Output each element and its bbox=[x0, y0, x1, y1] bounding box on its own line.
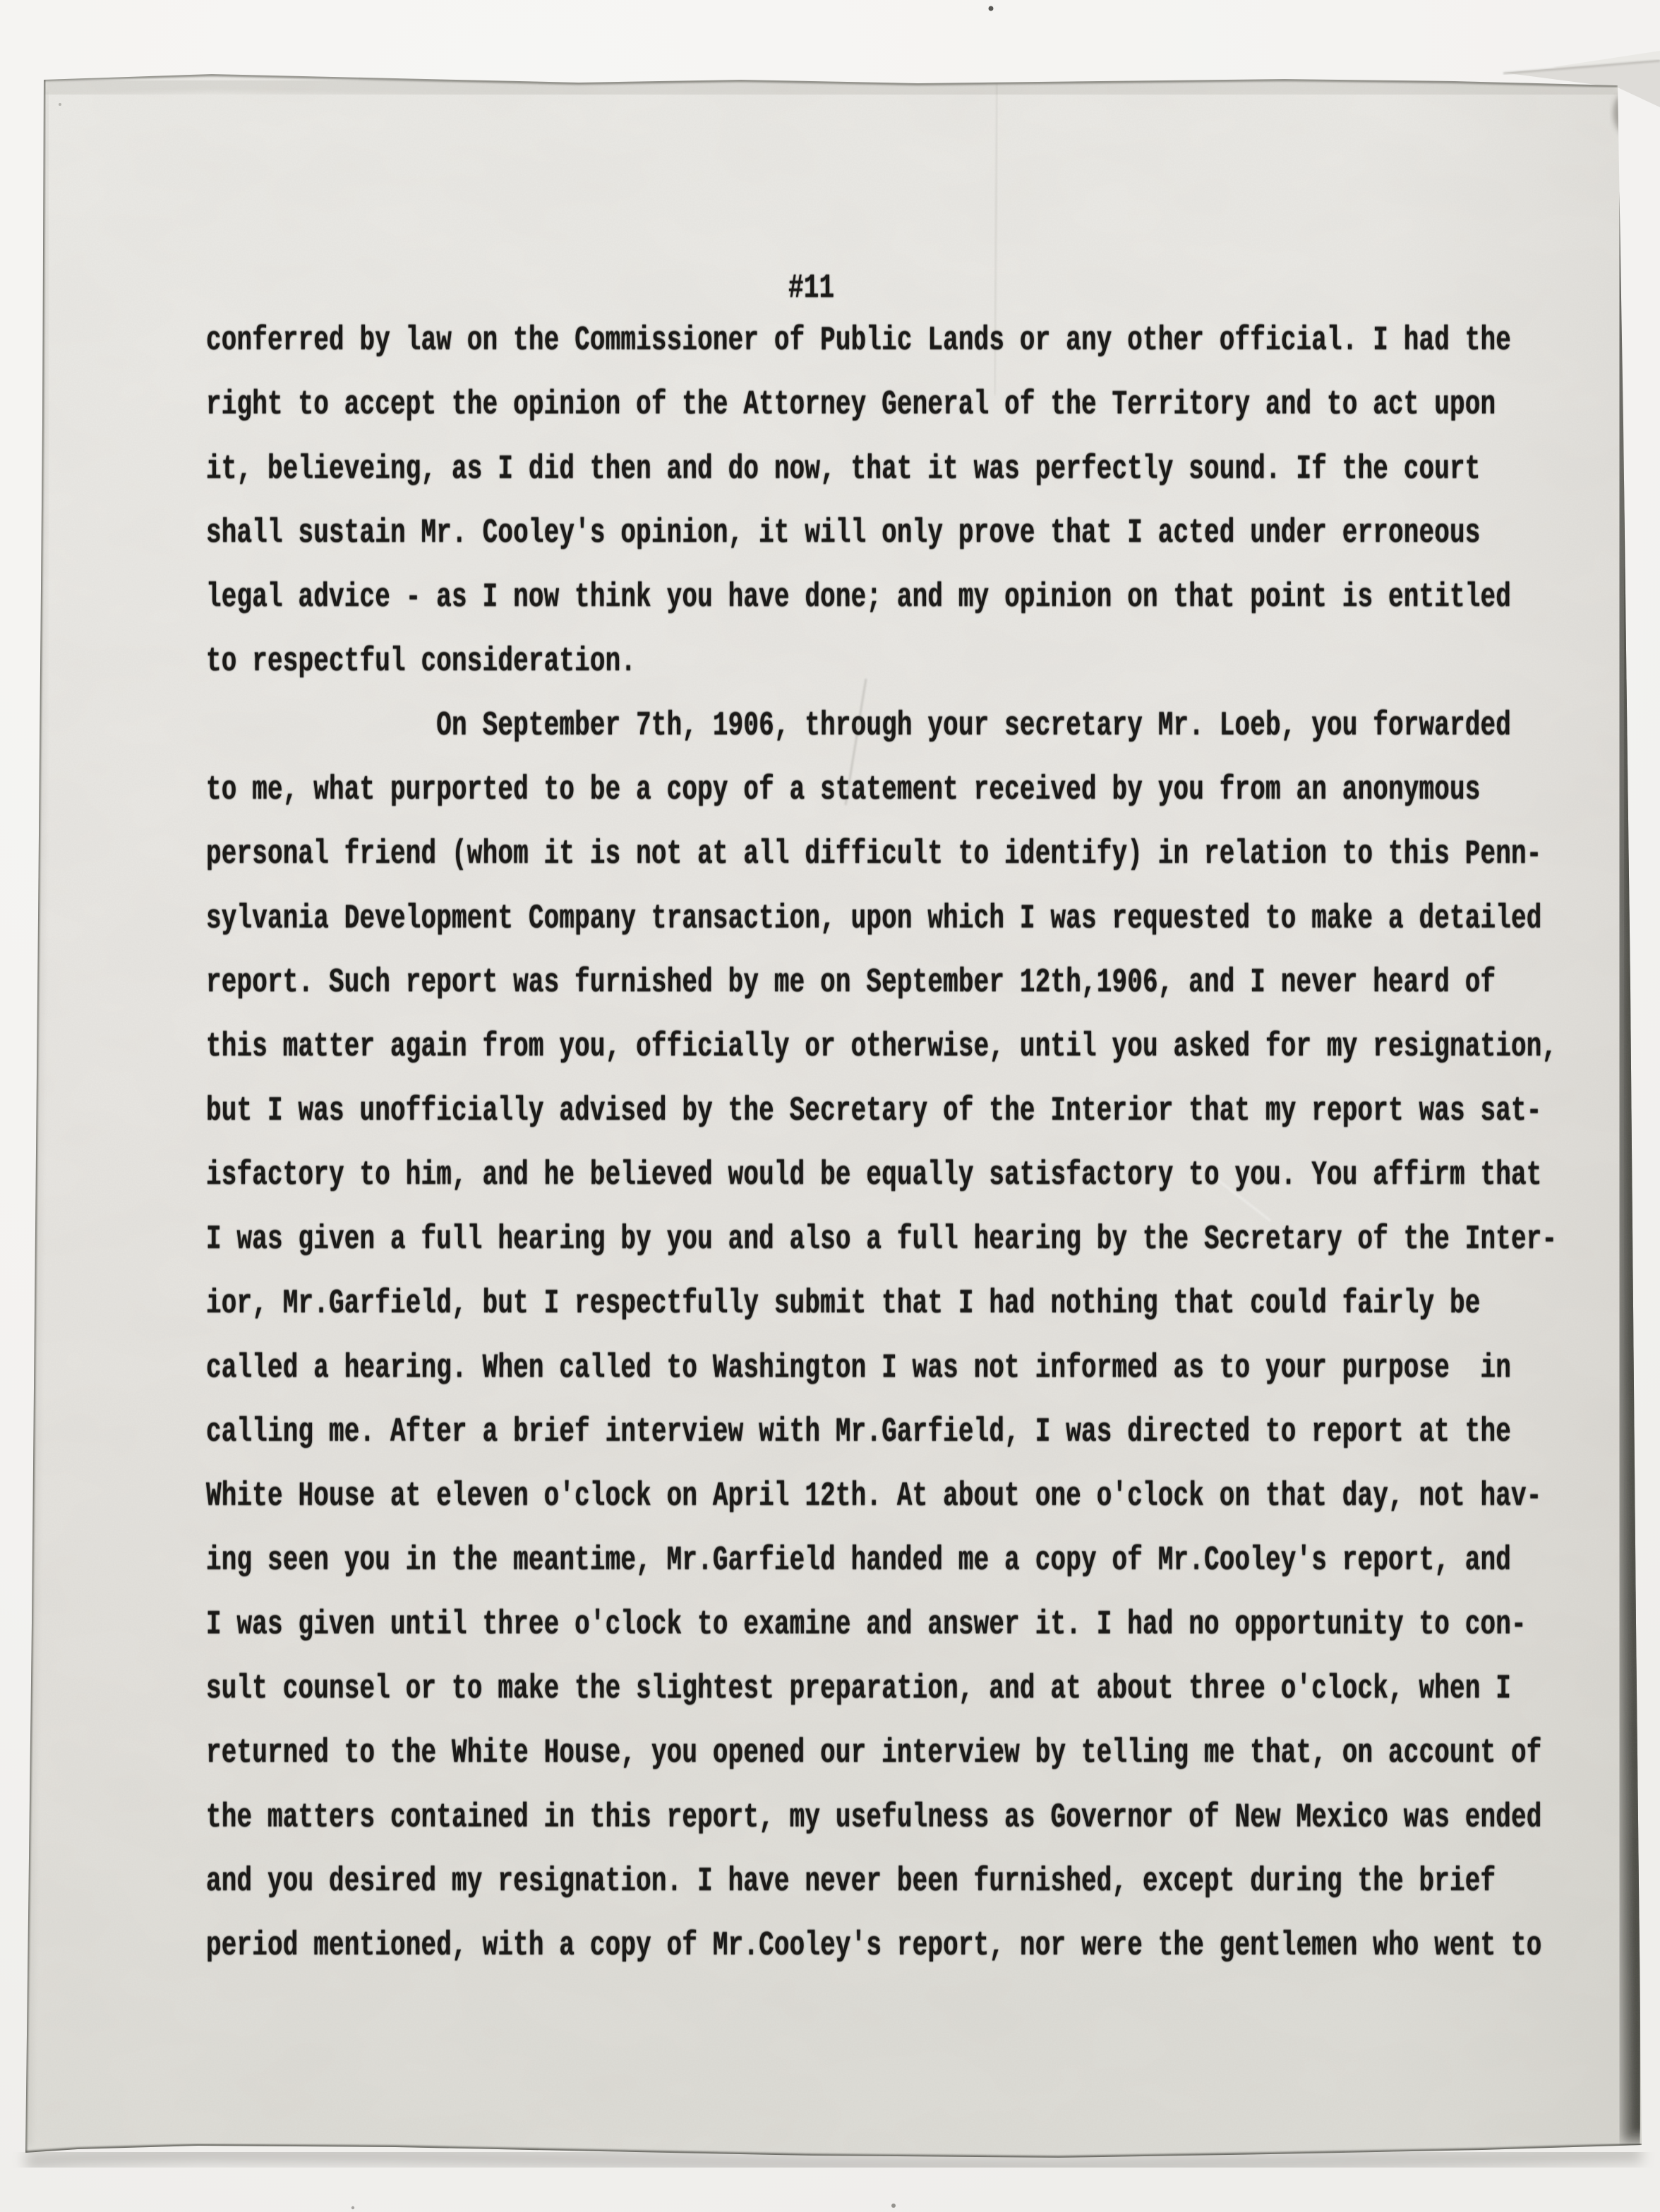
typewritten-text bbox=[206, 309, 1660, 1978]
text-line: ior, Mr.Garfield, but I respectfully submit that I had nothing that could fairly be bbox=[206, 1285, 1481, 1323]
text-line: ing seen you in the meantime, Mr.Garfield handed me a copy of Mr.Cooley's report, and bbox=[206, 1542, 1512, 1580]
text-line: but I was unofficially advised by the Secretary of the Interior that my report was sat- bbox=[206, 1092, 1542, 1130]
text-line: and you desired my resignation. I have never been furnished, except during the brief bbox=[206, 1863, 1496, 1901]
text-line: On September 7th, 1906, through your secretary Mr. Loeb, you forwarded bbox=[206, 707, 1512, 745]
text-line: to respectful consideration. bbox=[206, 643, 637, 681]
text-line: called a hearing. When called to Washington I was not informed as to your purpose in bbox=[206, 1349, 1512, 1388]
text-line: right to accept the opinion of the Attorney General of the Territory and to act upon bbox=[206, 386, 1496, 424]
text-line: I was given until three o'clock to examine and answer it. I had no opportunity to con- bbox=[206, 1606, 1527, 1644]
text-line: legal advice - as I now think you have done; and my opinion on that point is entitled bbox=[206, 579, 1512, 617]
text-line: personal friend (whom it is not at all difficult to identify) in relation to this Penn- bbox=[206, 835, 1542, 874]
dust-speck bbox=[351, 2206, 354, 2209]
text-line: the matters contained in this report, my usefulness as Governor of New Mexico was ended bbox=[206, 1799, 1542, 1837]
dust-speck bbox=[891, 2204, 896, 2208]
text-line: conferred by law on the Commissioner of Public Lands or any other official. I had the bbox=[206, 322, 1512, 360]
dust-speck bbox=[989, 6, 994, 11]
page-number: #11 bbox=[788, 270, 835, 308]
text-line: period mentioned, with a copy of Mr.Cooley's report, nor were the gentlemen who went to bbox=[206, 1927, 1542, 1965]
text-line: isfactory to him, and he believed would be equally satisfactory to you. You affirm that bbox=[206, 1156, 1542, 1195]
text-line: sult counsel or to make the slightest preparation, and at about three o'clock, when I bbox=[206, 1670, 1512, 1708]
text-line: report. Such report was furnished by me on September 12th,1906, and I never heard of bbox=[206, 964, 1496, 1002]
text-line: I was given a full hearing by you and also a full hearing by the Secretary of the Inter- bbox=[206, 1221, 1558, 1259]
text-line: White House at eleven o'clock on April 12th. At about one o'clock on that day, not hav- bbox=[206, 1477, 1542, 1516]
text-line: it, believeing, as I did then and do now, that it was perfectly sound. If the court bbox=[206, 450, 1481, 489]
text-line: calling me. After a brief interview with Mr.Garfield, I was directed to report at the bbox=[206, 1413, 1512, 1451]
text-line: to me, what purported to be a copy of a statement received by you from an anonymous bbox=[206, 771, 1481, 809]
text-line: returned to the White House, you opened our interview by telling me that, on account of bbox=[206, 1734, 1542, 1772]
dust-speck bbox=[59, 103, 61, 106]
text-line: sylvania Development Company transaction, upon which I was requested to make a detailed bbox=[206, 900, 1542, 938]
text-line: this matter again from you, officially or otherwise, until you asked for my resignation, bbox=[206, 1028, 1558, 1066]
text-line: shall sustain Mr. Cooley's opinion, it will only prove that I acted under erroneous bbox=[206, 514, 1481, 552]
